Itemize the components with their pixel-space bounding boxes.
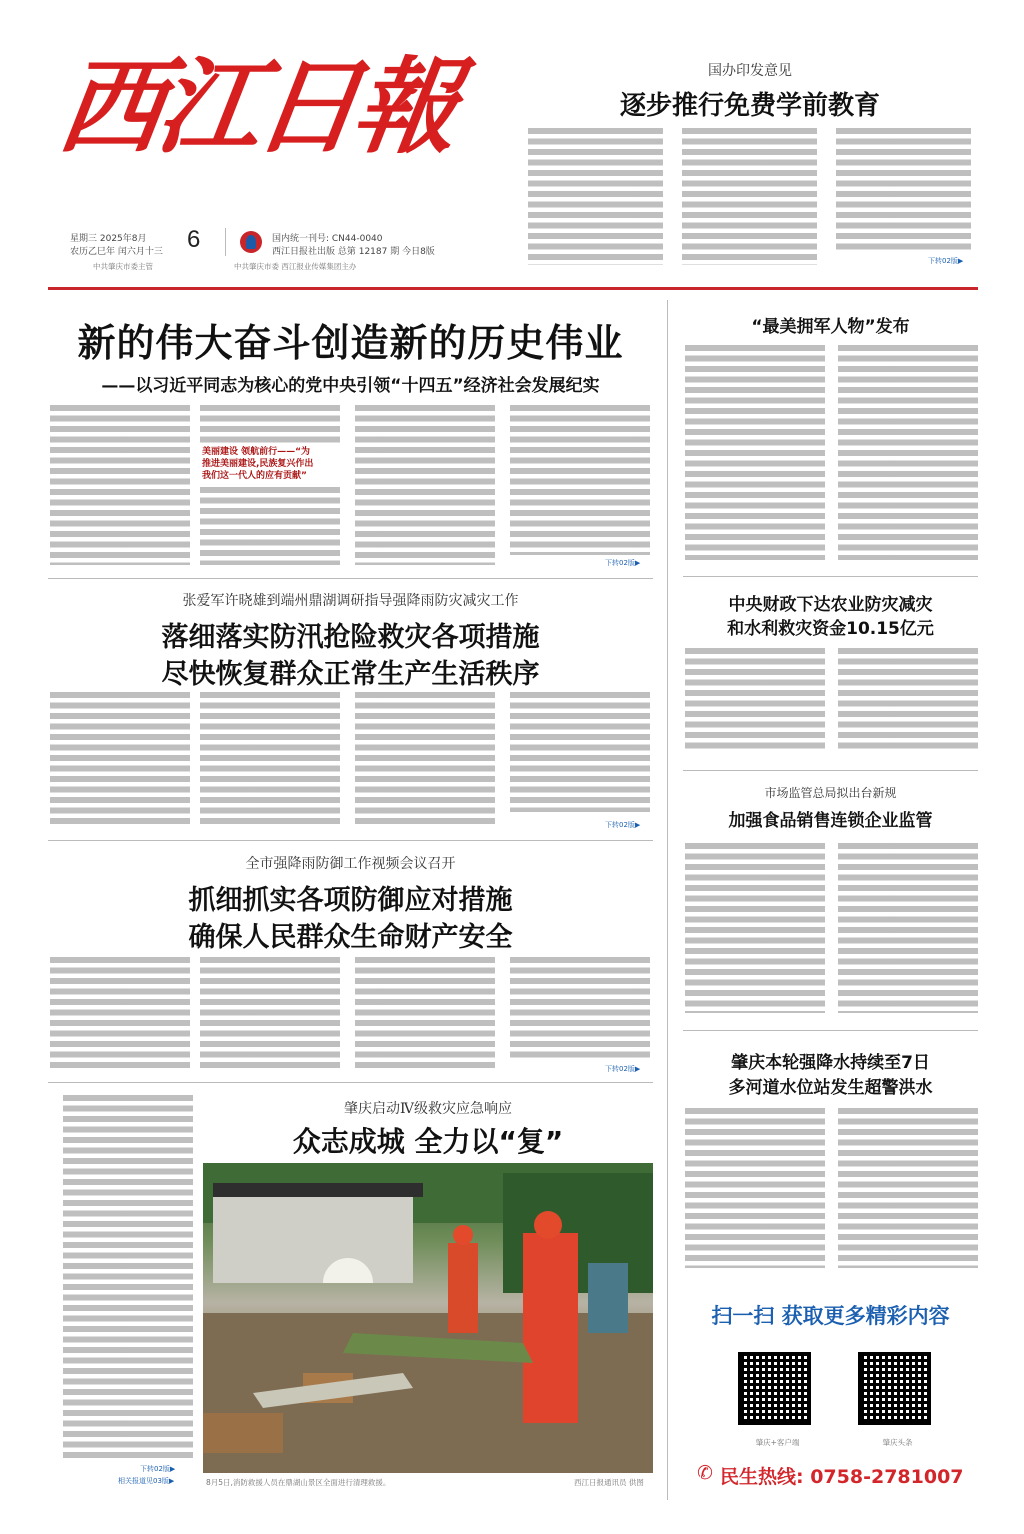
right1-column-1	[685, 345, 825, 560]
promo-slogan: 扫一扫 获取更多精彩内容	[711, 1304, 950, 1328]
organizer-line: 中共肇庆市委 西江报业传媒集团主办	[234, 262, 357, 271]
right1-column-2	[838, 345, 978, 560]
hotline-number[interactable]: 民生热线: 0758-2781007	[720, 1466, 964, 1488]
story2-column-1	[50, 692, 190, 824]
story2-continue-link[interactable]: 下转02版▶	[605, 821, 641, 829]
right2-column-1	[685, 648, 825, 750]
top-story-headline[interactable]: 逐步推行免费学前教育	[619, 91, 880, 121]
story3-continue-link[interactable]: 下转02版▶	[605, 1065, 641, 1073]
right3-headline[interactable]: 加强食品销售连锁企业监管	[728, 811, 933, 831]
lunar-date-line: 农历乙巳年 闰六月十三	[70, 247, 163, 257]
top-story-column-2	[682, 128, 817, 265]
right1-headline[interactable]: “最美拥军人物”发布	[751, 317, 910, 337]
story3-headline-line1[interactable]: 抓细抓实各项防御应对措施	[188, 885, 513, 916]
right4-headline-line1[interactable]: 肇庆本轮强降水持续至7日	[731, 1053, 930, 1073]
publication-number: 国内统一刊号: CN44-0040	[272, 234, 383, 244]
masthead-logo: 西江日報	[51, 45, 461, 168]
photo-credit: 西江日报通讯员 供图	[574, 1478, 644, 1487]
story4-continue-link[interactable]: 下转02版▶	[140, 1465, 176, 1473]
right3-column-1	[685, 843, 825, 1013]
top-story-column-1	[528, 128, 663, 265]
story2-kicker: 张爱军许晓雄到端州鼎湖调研指导强降雨防灾减灾工作	[182, 593, 519, 609]
lead-inset-quote	[202, 446, 340, 482]
story2-headline-line1[interactable]: 落细落实防汛抢险救灾各项措施	[161, 622, 540, 653]
right4-headline-line2[interactable]: 多河道水位站发生超警洪水	[728, 1078, 933, 1098]
lead-column-3	[355, 405, 495, 565]
story2-column-3	[355, 692, 495, 824]
right2-headline-line2[interactable]: 和水利救灾资金10.15亿元	[727, 619, 934, 639]
story3-column-1	[50, 957, 190, 1072]
sponsor-line: 中共肇庆市委主管	[93, 262, 153, 271]
story3-column-3	[355, 957, 495, 1072]
qr-code-headline[interactable]	[858, 1352, 931, 1425]
right3-kicker: 市场监管总局拟出台新规	[764, 786, 897, 800]
inset-line: 我们这一代人的应有贡献”	[202, 471, 307, 481]
story3-headline-line2[interactable]: 确保人民群众生命财产安全	[188, 922, 513, 953]
story2-column-4	[510, 692, 650, 812]
right3-column-2	[838, 843, 978, 1013]
right4-column-1	[685, 1108, 825, 1268]
column-divider	[667, 300, 668, 1500]
newspaper-emblem-icon	[240, 231, 262, 253]
lead-headline[interactable]: 新的伟大奋斗创造新的历史伟业	[77, 321, 624, 365]
right2-column-2	[838, 648, 978, 750]
story3-column-2	[200, 957, 340, 1072]
story4-left-column	[63, 1095, 193, 1460]
lead-continue-link[interactable]: 下转02版▶	[605, 559, 641, 567]
inset-line: 美丽建设 领航前行——“为	[202, 447, 311, 457]
right4-column-2	[838, 1108, 978, 1268]
story2-headline-line2[interactable]: 尽快恢复群众正常生产生活秩序	[161, 659, 540, 690]
lead-subhead: ——以习近平同志为核心的党中央引领“十四五”经济社会发展纪实	[101, 376, 600, 396]
lead-column-4	[510, 405, 650, 555]
lead-column-1	[50, 405, 190, 565]
issue-day-number: 6	[187, 226, 201, 253]
qr-label-app: 肇庆+客户端	[755, 1438, 800, 1447]
top-story-continue-link[interactable]: 下转02版▶	[928, 257, 964, 265]
story2-column-2	[200, 692, 340, 824]
publisher-line: 西江日报社出版 总第 12187 期 今日8版	[272, 247, 435, 257]
story3-column-4	[510, 957, 650, 1062]
top-story-column-3	[836, 128, 971, 253]
qr-code-app[interactable]	[738, 1352, 811, 1425]
rescue-photo	[203, 1163, 653, 1473]
date-line: 星期三 2025年8月	[70, 234, 147, 244]
phone-icon: ✆	[697, 1462, 713, 1484]
top-story-kicker: 国办印发意见	[708, 63, 792, 79]
story4-kicker: 肇庆启动Ⅳ级救灾应急响应	[344, 1101, 512, 1117]
inset-line: 推进美丽建设,民族复兴作出	[202, 459, 314, 469]
story4-related-link[interactable]: 相关报道见03版▶	[118, 1477, 175, 1485]
lead-column-2a	[200, 405, 340, 443]
photo-caption: 8月5日,消防救援人员在鼎湖山景区全面进行清理救援。	[206, 1478, 391, 1487]
masthead-rule	[48, 287, 978, 290]
right2-headline-line1[interactable]: 中央财政下达农业防灾减灾	[728, 595, 933, 615]
lead-column-2b	[200, 487, 340, 565]
qr-label-headline: 肇庆头条	[882, 1438, 913, 1447]
story4-headline[interactable]: 众志成城 全力以“复”	[292, 1125, 564, 1158]
story3-kicker: 全市强降雨防御工作视频会议召开	[245, 856, 456, 872]
